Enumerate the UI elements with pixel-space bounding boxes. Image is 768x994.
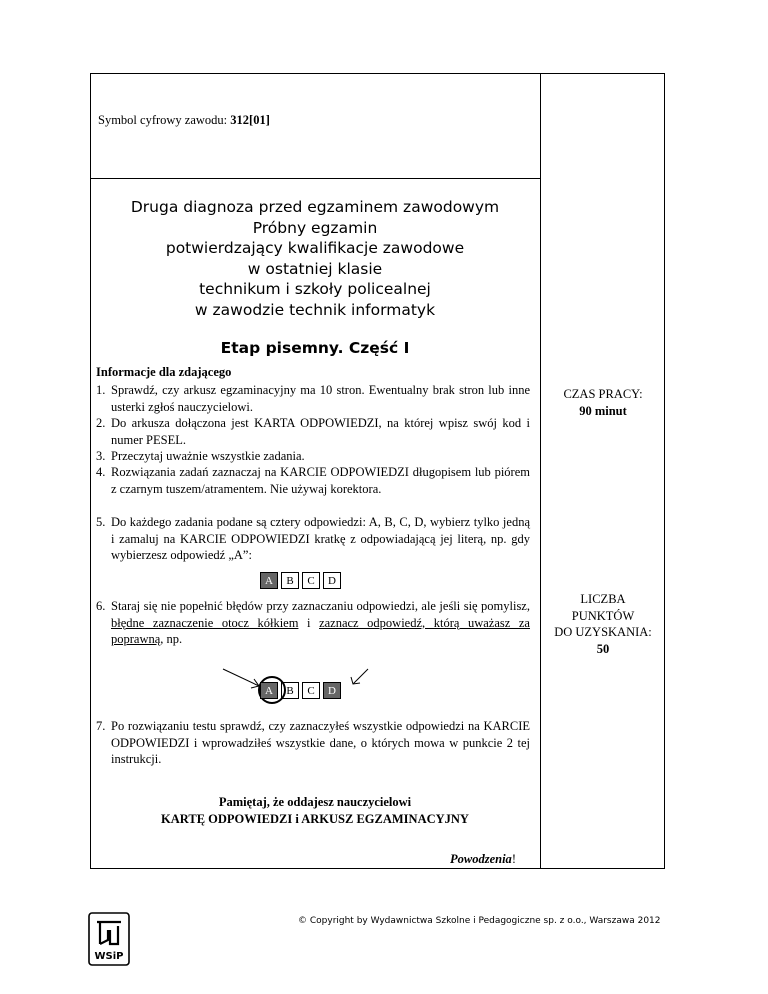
instruction-item: 1. Sprawdź, czy arkusz egzaminacyjny ma 10 stron. Ewentualny brak stron lub inne usterki zgłoś nauczycielowi. bbox=[96, 383, 530, 414]
answer-box-b: B bbox=[281, 682, 299, 699]
profession-symbol bbox=[98, 113, 270, 128]
instruction-item: 4. Rozwiązania zadań zaznaczaj na KARCIE ODPOWIEDZI długopisem lub piórem z czarnym tuszem/atramentem. Nie używaj korektora. bbox=[96, 465, 530, 496]
answer-example-2 bbox=[260, 682, 341, 699]
exam-title bbox=[90, 197, 540, 321]
answer-box-a: A bbox=[260, 682, 278, 699]
instruction-item: 6. Staraj się nie popełnić błędów przy zaznaczaniu odpowiedzi, ale jeśli się pomylisz, błędne zaznaczenie otocz kółkiem i zaznacz odpowiedź, którą uważasz za poprawną, np. bbox=[96, 599, 530, 647]
info-heading: Informacje dla zdającego bbox=[96, 365, 232, 379]
wsip-logo bbox=[88, 912, 130, 966]
max-points: LICZBA PUNKTÓW DO UZYSKANIA: 50 bbox=[554, 592, 652, 656]
header-divider bbox=[90, 178, 540, 179]
title-line: potwierdzający kwalifikacje zawodowe bbox=[165, 239, 465, 258]
answer-box-c: C bbox=[302, 682, 320, 699]
instruction-item: 5. Do każdego zadania podane są cztery odpowiedzi: A, B, C, D, wybierz tylko jedną i zamaluj na KARCIE ODPOWIEDZI kratkę z odpowiadającą jej literą, np. gdy wybierzesz odpowiedź „A”: bbox=[96, 515, 530, 563]
arrow-right bbox=[353, 669, 368, 684]
column-divider bbox=[540, 73, 541, 869]
title-line: Druga diagnoza przed egzaminem zawodowym bbox=[130, 198, 500, 216]
arrow-left bbox=[223, 669, 259, 686]
instruction-item: 7. Po rozwiązaniu testu sprawdź, czy zaznaczyłeś wszystkie odpowiedzi na KARCIE ODPOWIEDZI i wprowadziłeś wszystkie dane, o których mowa w punkcie 2 tej instrukcji. bbox=[96, 719, 530, 767]
symbol-code: 312[01] bbox=[230, 113, 270, 127]
answer-box-d: D bbox=[323, 682, 341, 699]
instruction-item: 3. Przeczytaj uważnie wszystkie zadania. bbox=[96, 449, 305, 463]
reminder: Pamiętaj, że oddajesz nauczycielowi KARTĘ ODPOWIEDZI i ARKUSZ EGZAMINACYJNY bbox=[161, 795, 469, 826]
title-line: w zawodzie technik informatyk bbox=[194, 300, 436, 319]
answer-example-1 bbox=[260, 572, 341, 589]
title-line: Próbny egzamin bbox=[252, 218, 378, 237]
symbol-label: Symbol cyfrowy zawodu: bbox=[98, 113, 231, 127]
title-line: w ostatniej klasie bbox=[247, 259, 383, 278]
svg-text:WSiP: WSiP bbox=[94, 951, 124, 962]
title-line: technikum i szkoły policealnej bbox=[199, 280, 431, 299]
answer-box-a: A bbox=[260, 572, 278, 589]
copyright: © Copyright by Wydawnictwa Szkolne i Pedagogiczne sp. z o.o., Warszawa 2012 bbox=[298, 916, 661, 926]
answer-box-c: C bbox=[302, 572, 320, 589]
answer-box-b: B bbox=[281, 572, 299, 589]
answer-box-d: D bbox=[323, 572, 341, 589]
work-time: CZAS PRACY: 90 minut bbox=[563, 387, 643, 418]
stage-heading: Etap pisemny. Część I bbox=[220, 339, 410, 357]
instruction-item: 2. Do arkusza dołączona jest KARTA ODPOWIEDZI, na której wpisz swój kod i numer PESEL. bbox=[96, 416, 530, 447]
good-luck: Powodzenia! bbox=[450, 852, 516, 866]
